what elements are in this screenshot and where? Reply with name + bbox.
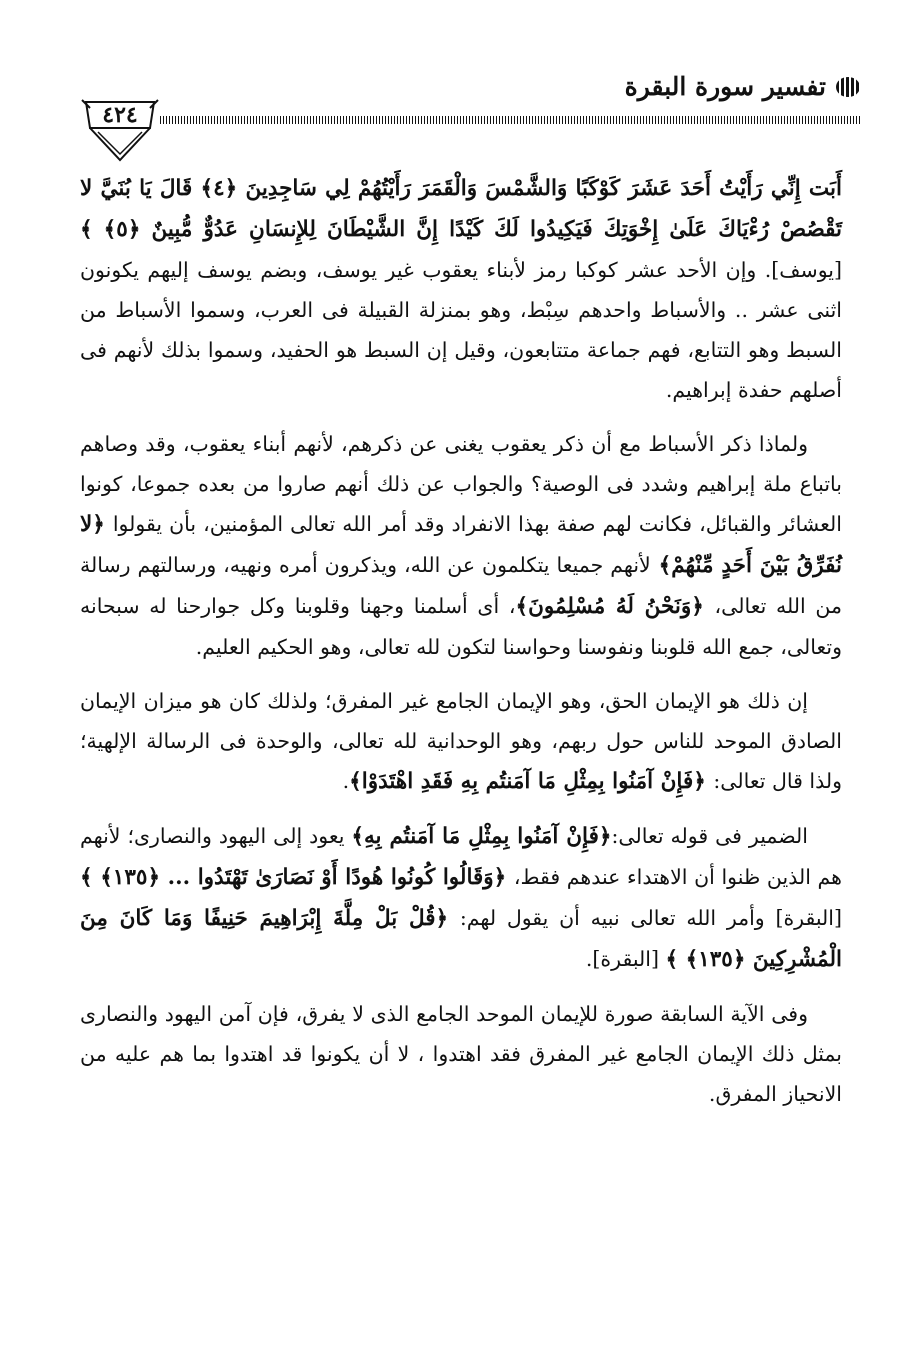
paragraph-text: ولماذا ذكر الأسباط مع أن ذكر يعقوب يغنى عن ذكرهم، لأنهم أبناء يعقوب، وقد وصاهم باتباع ملة إبراهيم وشدد فى الوصية؟ والجواب عن ذلك أنهم صاروا من بعده جموعا، كونوا العشائر والقبائل، فكانت لهم صفة بهذا الانفراد وقد أمر الله تعالى المؤمنين، بأن يقولوا bbox=[80, 432, 842, 536]
paragraph-text: [البقرة] وأمر الله تعالى نبيه أن يقول لهم: bbox=[459, 906, 842, 930]
page-number: ٤٢٤ bbox=[102, 102, 138, 128]
paragraph-text: الضمير فى قوله تعالى: bbox=[611, 824, 808, 848]
paragraph-text: وفى الآية السابقة صورة للإيمان الموحد الجامع الذى لا يفرق، فإن آمن اليهود والنصارى بمثل ذلك الإيمان الجامع غير المفرق فقد اهتدوا ، لا أن يكونوا قد اهتدوا بما هم عليه من الانحياز المفرق. bbox=[80, 1002, 842, 1106]
paragraph-text: [البقرة]. bbox=[585, 947, 666, 971]
paragraph-text: يعود إلى اليهود والنصارى؛ لأنهم هم الذين ظنوا أن الاهتداء عندهم فقط، bbox=[80, 824, 842, 889]
header-rule bbox=[160, 116, 860, 124]
paragraph-3 bbox=[80, 681, 842, 802]
paragraph-text: ، أى أسلمنا وجهنا وقلوبنا وكل جوارحنا له سبحانه وتعالى، جمع الله قلوبنا ونفوسنا وحواسنا لتكون لله تعالى، وهو الحكيم العليم. bbox=[80, 594, 842, 659]
quran-verse: ﴿لا نُفَرِّقُ بَيْنَ أَحَدٍ مِّنْهُمْ﴾ bbox=[80, 512, 842, 578]
paragraph-4 bbox=[80, 816, 842, 980]
quran-verse: ﴿وَقَالُوا كُونُوا هُودًا أَوْ نَصَارَىٰ تَهْتَدُوا ... ﴿١٣٥﴾ ﴾ bbox=[80, 865, 514, 890]
paragraph-text: لأنهم جميعا يتكلمون عن الله، ويذكرون أمره ونهيه، ورسالتهم رسالة من الله تعالى، bbox=[80, 553, 842, 618]
paragraph-text: [يوسف]. وإن الأحد عشر كوكبا رمز لأبناء يعقوب غير يوسف، وبضم يوسف إليهم يكونون اثنى عشر .. والأسباط واحدهم سِبْط، وهو بمنزلة القبيلة فى العرب، وسموا الأسباط من السبط وهو التتابع، فهم جماعة متتابعون، وقيل إن السبط هو الحفيد، وسموا بذلك لأنهم فى أصلهم حفدة إبراهيم. bbox=[80, 258, 842, 402]
quran-verse: ﴿فَإِنْ آمَنُوا بِمِثْلِ مَا آمَنتُم بِهِ فَقَدِ اهْتَدَوْا﴾ bbox=[349, 769, 714, 794]
ornament-icon bbox=[836, 77, 860, 97]
paragraph-2 bbox=[80, 424, 842, 667]
quran-verse: أَبَت إِنِّي رَأَيْتُ أَحَدَ عَشَرَ كَوْكَبًا وَالشَّمْسَ وَالْقَمَرَ رَأَيْتُهُمْ لِي سَاجِدِينَ ﴿٤﴾ قَالَ يَا بُنَيَّ لا تَقْصُصْ رُءْيَاكَ عَلَىٰ إِخْوَتِكَ فَيَكِيدُوا لَكَ كَيْدًا إِنَّ الشَّيْطَانَ لِلإِنسَانِ عَدُوٌّ مُّبِينٌ ﴿٥﴾ ﴾ bbox=[80, 176, 842, 242]
page-body bbox=[80, 168, 842, 1128]
paragraph-text: . bbox=[342, 769, 350, 793]
running-title bbox=[625, 72, 860, 101]
running-title-text: تفسير سورة البقرة bbox=[624, 72, 826, 101]
quran-verse: ﴿وَنَحْنُ لَهُ مُسْلِمُونَ﴾ bbox=[515, 594, 715, 619]
paragraph-1 bbox=[80, 168, 842, 410]
page-header bbox=[80, 62, 860, 162]
page-number-badge bbox=[80, 98, 160, 142]
paragraph-5 bbox=[80, 994, 842, 1114]
paragraph-text: إن ذلك هو الإيمان الحق، وهو الإيمان الجامع غير المفرق؛ ولذلك كان هو ميزان الإيمان الصادق الموحد للناس حول ربهم، وهو الوحدانية لله تعالى، والوحدة فى الرسالة الإلهية؛ ولذا قال تعالى: bbox=[80, 689, 842, 793]
quran-verse: ﴿قُلْ بَلْ مِلَّةَ إِبْرَاهِيمَ حَنِيفًا وَمَا كَانَ مِنَ الْمُشْرِكِينَ ﴿١٣٥﴾ ﴾ bbox=[80, 906, 842, 972]
quran-verse: ﴿فَإِنْ آمَنُوا بِمِثْلِ مَا آمَنتُم بِهِ﴾ bbox=[351, 824, 612, 849]
